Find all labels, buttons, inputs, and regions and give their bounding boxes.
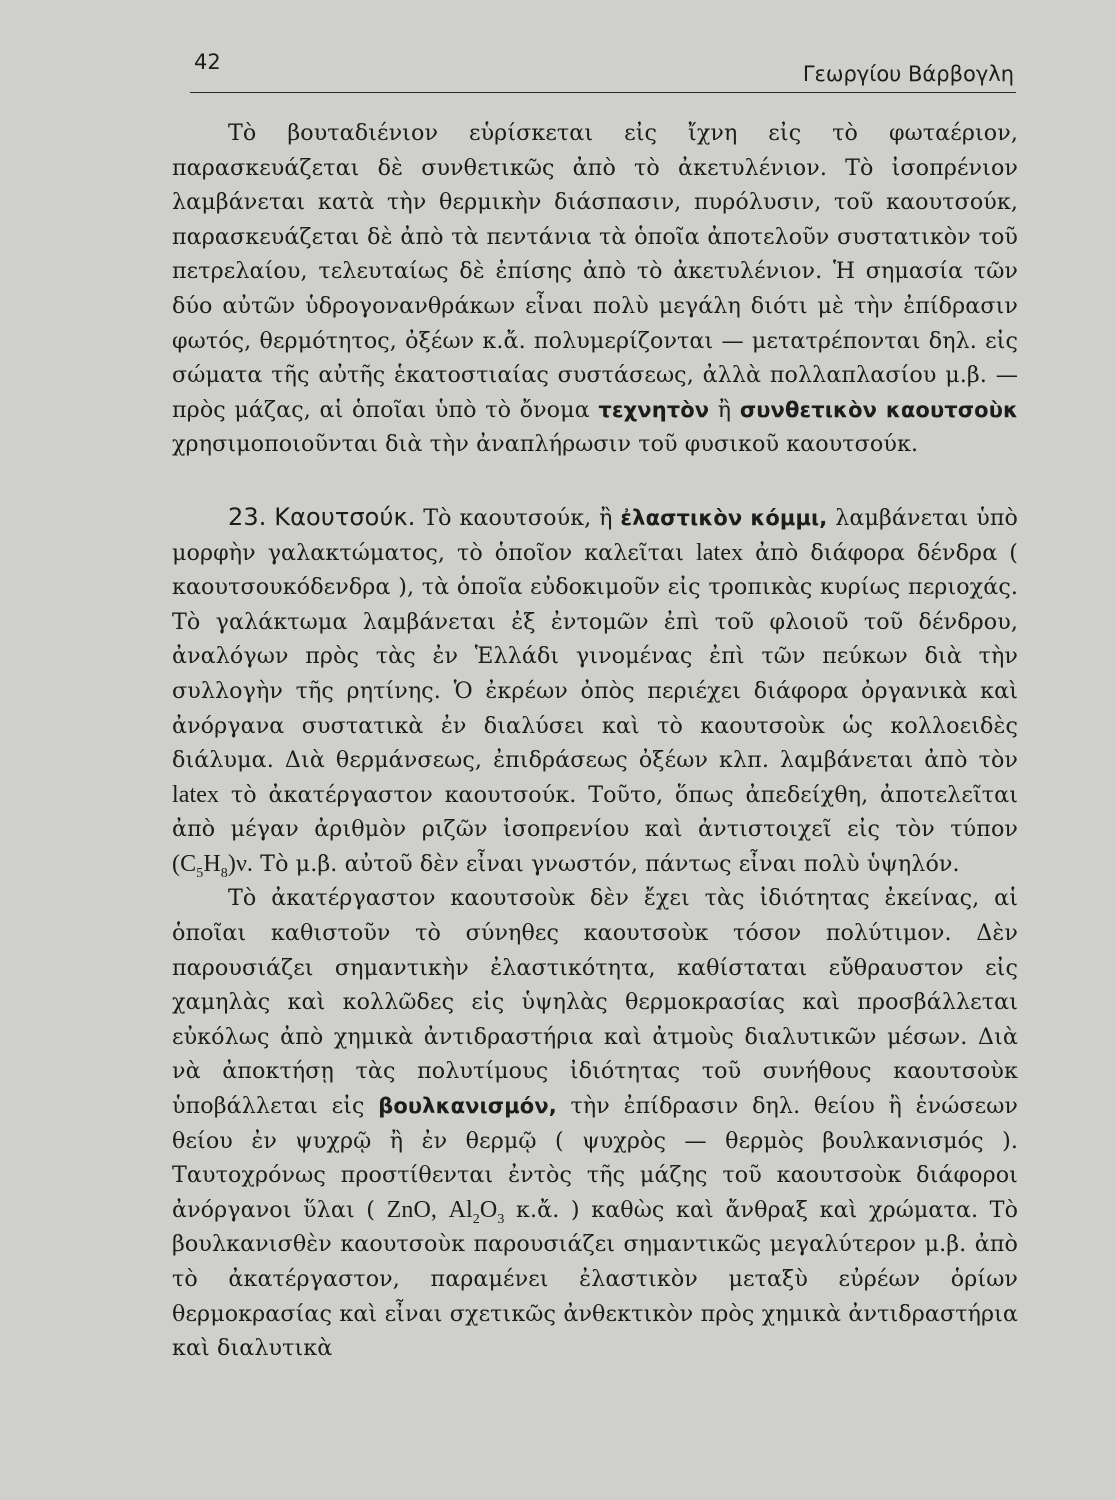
formula-subscript: 5 <box>196 865 204 881</box>
formula-subscript: 3 <box>497 1211 505 1227</box>
latin-term-latex: latex <box>172 781 220 808</box>
bold-term-vulcanization: βουλκανισμόν, <box>378 1094 557 1119</box>
paragraph-text: Τὸ καουτσούκ, ἢ <box>423 504 613 531</box>
chemical-formula-isoprene-polymer <box>172 850 254 881</box>
paragraph-text: χρησιμοποιοῦνται διὰ τὴν ἀναπλήρωσιν τοῦ φυσικοῦ καουτσούκ. <box>172 431 919 458</box>
section-23-paragraph <box>172 500 1018 882</box>
paragraph-text: τὸ ἀκατέργαστον καουτσούκ. Τοῦτο, ὅπως ἀπεδείχθη, ἀποτελεῖται ἀπὸ μέγαν ἀριθμὸν ριζῶν ἰσοπρενίου καὶ ἀντιστοιχεῖ εἰς τὸν τύπον <box>172 781 1018 843</box>
formula-part: O <box>479 1196 498 1223</box>
bold-term-synthetic-rubber: συνθετικὸν καουτσοὺκ <box>739 397 1019 422</box>
paragraph-text: ἢ <box>717 396 732 423</box>
paragraph-text: Τὸ μ.β. αὐτοῦ δὲν εἶναι γνωστόν, πάντως εἶναι πολὺ ὑψηλόν. <box>260 850 960 877</box>
paragraph-text: κ.ἄ. ) καθὼς καὶ ἄνθραξ καὶ χρώματα. Τὸ βουλκανισθὲν καουτσοὺκ παρουσιάζει σημαντικῶς μεγαλύτερον μ.β. ἀπὸ τὸ ἀκατέργαστον, παραμένει ἐλαστικὸν μεταξὺ εὐρέων ὁρίων θερμοκρασίας καὶ εἶναι σχετικῶς ἀνθεκτικὸν πρὸς χημικὰ ἀντιδραστήρια καὶ διαλυτικὰ <box>172 1196 1019 1362</box>
page-number: 42 <box>194 50 221 74</box>
chemical-formula-zno: ZnO, <box>386 1196 438 1223</box>
paragraph-text: τὴν ἐπίδρασιν δηλ. θείου ἢ ἑνώσεων θείου ἐν ψυχρῷ ἢ ἐν θερμῷ ( ψυχρὸς — θερμὸς βουλκανισμός ). Ταυτοχρόνως προστίθενται ἐντὸς τῆς μάζης τοῦ καουτσοὺκ διάφοροι ἀνόργανοι ὕλαι ( <box>172 1093 1019 1223</box>
paragraph-text: λαμβάνεται ὑπὸ μορφὴν γαλακτώματος, τὸ ὁποῖον καλεῖται <box>172 504 1018 566</box>
paragraph-vulcanization <box>172 881 1018 1365</box>
formula-part: )ν. <box>227 850 254 877</box>
formula-subscript: 8 <box>220 865 228 881</box>
formula-part: (C <box>172 850 197 877</box>
bold-term-elastic-gum: ἐλαστικὸν κόμμι, <box>620 505 828 530</box>
formula-part: H <box>203 850 221 877</box>
chemical-formula-al2o3 <box>448 1196 505 1227</box>
paragraph-butadiene-isoprene <box>172 116 1018 462</box>
bold-term-synthetic: τεχνητὸν <box>598 397 710 422</box>
paragraph-text: Τὸ βουταδιένιον εὑρίσκεται εἰς ἴχνη εἰς τὸ φωταέριον, παρασκευάζεται δὲ συνθετικῶς ἀπὸ τὸ ἀκετυλένιον. Τὸ ἰσοπρένιον λαμβάνεται κατὰ τὴν θερμικὴν διάσπασιν, πυρόλυσιν, τοῦ καουτσούκ, παρασκευάζεται δὲ ἀπὸ τὰ πεντάνια τὰ ὁποῖα ἀποτελοῦν συστατικὸν τοῦ πετρελαίου, τελευταίως δὲ ἐπίσης ἀπὸ τὸ ἀκετυλένιον. Ἡ σημασία τῶν δύο αὐτῶν ὑδρογονανθράκων εἶναι πολὺ μεγάλη διότι μὲ τὴν ἐπίδρασιν φωτός, θερμότητος, ὀξέων κ.ἄ. πολυμερίζονται — μετατρέπονται δηλ. εἰς σώματα τῆς αὐτῆς ἑκατοστιαίας συστάσεως, ἀλλὰ πολλαπλασίου μ.β. — πρὸς μάζας, αἱ ὁποῖαι ὑπὸ τὸ ὄνομα <box>172 120 1018 423</box>
formula-part: Al <box>448 1196 473 1223</box>
section-number: 23. <box>228 502 267 531</box>
paragraph-text: ἀπὸ διάφορα δένδρα ( καουτσουκόδενδρα ), τὰ ὁποῖα εὐδοκιμοῦν εἰς τροπικὰς κυρίως περιοχάς. Τὸ γαλάκτωμα λαμβάνεται ἐξ ἐντομῶν ἐπὶ τοῦ φλοιοῦ τοῦ δένδρου, ἀναλόγων πρὸς τὰς ἐν Ἑλλάδι γινομένας ἐπὶ τῶν πεύκων διὰ τὴν συλλογὴν τῆς ρητίνης. Ὁ ἐκρέων ὀπὸς περιέχει διάφορα ὀργανικὰ καὶ ἀνόργανα συστατικὰ ἐν διαλύσει καὶ τὸ καουτσοὺκ ὡς κολλοειδὲς διάλυμα. Διὰ θερμάνσεως, ἐπιδράσεως ὀξέων κλπ. λαμβάνεται ἀπὸ τὸν <box>172 539 1018 774</box>
paragraph-text: Τὸ ἀκατέργαστον καουτσοὺκ δὲν ἔχει τὰς ἰδιότητας ἐκείνας, αἱ ὁποῖαι καθιστοῦν τὸ σύνηθες καουτσοὺκ τόσον πολύτιμον. Δὲν παρουσιάζει σημαντικὴν ἐλαστικότητα, καθίσταται εὔθραυστον εἰς χαμηλὰς καὶ κολλῶδες εἰς ὑψηλὰς θερμοκρασίας καὶ προσβάλλεται εὐκόλως ἀπὸ χημικὰ ἀντιδραστήρια καὶ ἀτμοὺς διαλυτικῶν μέσων. Διὰ νὰ ἀποκτήσῃ τὰς πολυτίμους ἰδιότητας τοῦ συνήθους καουτσοὺκ ὑποβάλλεται εἰς <box>172 885 1018 1120</box>
section-title: Καουτσούκ. <box>274 502 416 531</box>
running-head-author: Γεωργίου Βάρβογλη <box>802 62 1014 86</box>
latin-term-latex: latex <box>696 539 744 566</box>
formula-subscript: 2 <box>472 1211 480 1227</box>
body-text <box>172 116 1018 1366</box>
page-header <box>190 44 1016 93</box>
